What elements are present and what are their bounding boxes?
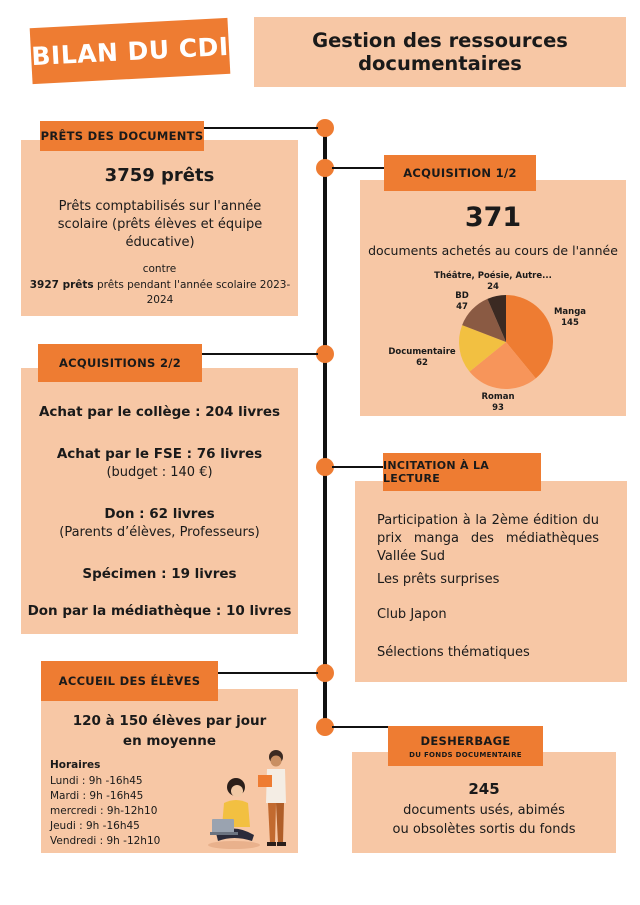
accueil-tag: ACCUEIL DES ÉLÈVES — [41, 661, 218, 701]
connector-line — [332, 726, 388, 728]
achat-college: Achat par le collège : 204 livres — [38, 404, 281, 420]
pie-value-label: 62 — [416, 358, 428, 368]
horaire-item: Mardi : 9h -16h45 — [50, 790, 144, 802]
desherbage-tag-subtitle: DU FONDS DOCUMENTAIRE — [409, 750, 522, 759]
desherbage-tag — [388, 726, 543, 766]
pie-label: Roman — [481, 392, 515, 402]
connector-line — [218, 672, 318, 674]
cdi-badge-text: BILAN DU CDI — [30, 31, 230, 71]
horaire-item: mercredi : 9h-12h10 — [50, 805, 158, 817]
pie-value-label: 24 — [487, 282, 499, 292]
pie-value-label: 93 — [492, 403, 504, 413]
pie-value-label: 145 — [561, 318, 579, 328]
students-reading-illustration — [200, 745, 296, 851]
prets-count: 3759 prêts — [104, 165, 215, 186]
acquisitions2-tag: ACQUISITIONS 2/2 — [38, 344, 202, 382]
page-title-line1: Gestion des ressources — [312, 29, 568, 52]
horaires-title: Horaires — [50, 759, 101, 771]
cdi-badge — [30, 18, 231, 84]
acquisition1-tag: ACQUISITION 1/2 — [384, 155, 536, 191]
horaire-item: Vendredi : 9h -12h10 — [50, 835, 161, 847]
achat-fse: Achat par le FSE : 76 livres — [56, 446, 263, 462]
connector-line — [200, 353, 318, 355]
don-mediatheque: Don par la médiathèque : 10 livres — [27, 603, 292, 619]
horaire-item: Lundi : 9h -16h45 — [50, 775, 143, 787]
pie-label: BD — [455, 291, 469, 301]
incitation-item: Sélections thématiques — [377, 645, 530, 660]
timeline-dot — [316, 664, 334, 682]
horaires-list — [50, 774, 160, 849]
page-title-line2: documentaires — [358, 52, 522, 75]
don-detail: (Parents d’élèves, Professeurs) — [59, 525, 260, 540]
desherbage-desc-line1: documents usés, abimés — [403, 803, 565, 818]
acquisition1-count: 371 — [464, 202, 522, 233]
prets-tag: PRÊTS DES DOCUMENTS — [40, 121, 204, 151]
acquisitions-pie-chart — [360, 262, 626, 416]
pie-value-label: 47 — [456, 302, 468, 312]
pie-label: Théâtre, Poésie, Autre... — [434, 271, 552, 281]
connector-line — [332, 466, 384, 468]
accueil-count-line2: en moyenne — [122, 733, 217, 749]
incitation-tag: INCITATION À LA LECTURE — [383, 453, 541, 491]
timeline-dot — [316, 345, 334, 363]
pie-label: Documentaire — [388, 347, 456, 357]
timeline-dot — [316, 119, 334, 137]
accueil-count-line1: 120 à 150 élèves par jour — [72, 713, 267, 729]
prets-comparison — [28, 278, 292, 308]
desherbage-count: 245 — [468, 780, 500, 798]
page-title-box — [254, 17, 626, 87]
timeline-spine — [323, 126, 327, 731]
specimen: Spécimen : 19 livres — [82, 566, 237, 582]
incitation-item: Club Japon — [377, 607, 447, 622]
don: Don : 62 livres — [104, 506, 215, 522]
incitation-item: Les prêts surprises — [377, 572, 500, 587]
connector-line — [332, 167, 384, 169]
incitation-item: Participation à la 2ème édition du prix manga des médiathèques Vallée Sud — [377, 513, 599, 564]
prets-contre: contre — [142, 263, 177, 275]
desherbage-desc-line2: ou obsolètes sortis du fonds — [392, 822, 576, 837]
acquisition1-description: documents achetés au cours de l'année — [368, 243, 618, 258]
prets-comparison-rest: prêts pendant l'année scolaire 2023-2024 — [93, 279, 291, 306]
horaire-item: Jeudi : 9h -16h45 — [50, 820, 140, 832]
achat-fse-budget: (budget : 140 €) — [106, 465, 213, 480]
connector-line — [204, 127, 318, 129]
desherbage-tag-title: DESHERBAGE — [420, 733, 511, 748]
prets-comparison-bold: 3927 prêts — [29, 279, 94, 291]
pie-label: Manga — [553, 307, 587, 317]
prets-description: Prêts comptabilisés sur l'année scolaire (prêts élèves et équipe éducative) — [57, 199, 263, 250]
